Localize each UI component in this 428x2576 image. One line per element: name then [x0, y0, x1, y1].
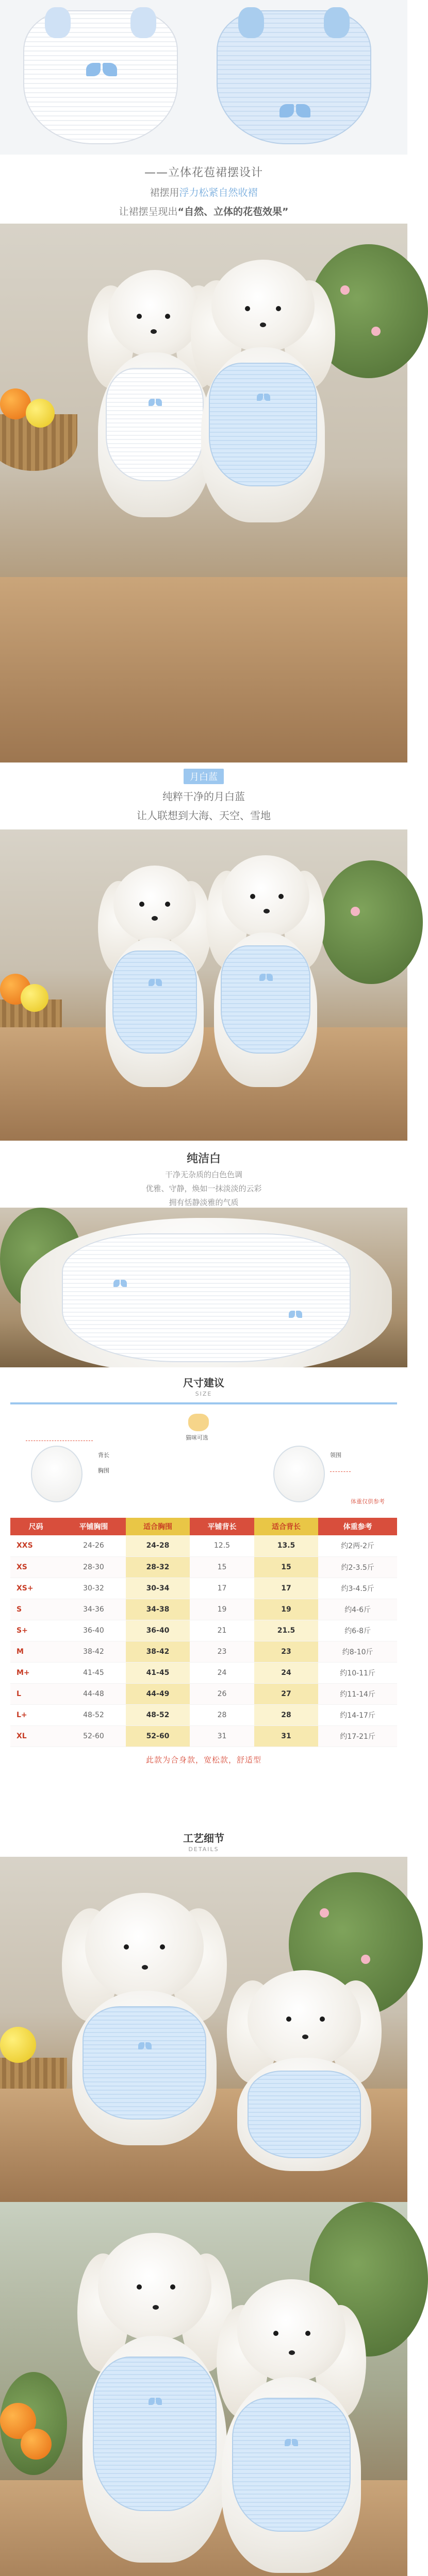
- blue-color-description: [0, 762, 407, 829]
- strap: [324, 7, 350, 38]
- measure-line: [26, 1440, 93, 1441]
- size-row: [10, 1683, 397, 1704]
- bow-icon: [257, 394, 270, 401]
- dog-blue-outfit: [77, 2223, 232, 2576]
- cell-weight: 约8-10斤: [318, 1641, 397, 1662]
- size-chart-subtitle: SIZE: [195, 1391, 212, 1397]
- desc-line: 让人联想到大海、天空、雪地: [137, 809, 271, 822]
- bow-icon: [149, 2398, 162, 2405]
- desc-line: 干净无杂质的白色色调: [164, 1170, 242, 1179]
- cell-size: L: [10, 1683, 61, 1704]
- model-photo-4: [0, 1857, 407, 2202]
- size-note: 此款为合身款，宽松款，舒适型: [145, 1755, 261, 1765]
- bow-icon: [86, 63, 117, 76]
- cell-fit-back: 17: [254, 1578, 319, 1599]
- cell-weight: 约14-17斤: [318, 1704, 397, 1725]
- bow-icon: [279, 104, 310, 117]
- size-row: [10, 1662, 397, 1683]
- size-row: [10, 1641, 397, 1662]
- design-heading: ——立体花苞裙摆设计: [144, 166, 263, 179]
- cell-flat-chest: 41-45: [61, 1662, 126, 1683]
- size-table-header: [10, 1518, 397, 1535]
- cell-size: XXS: [10, 1535, 61, 1556]
- size-row: [10, 1535, 397, 1556]
- design-description: [0, 155, 407, 224]
- dog-blue-outfit: [62, 1888, 227, 2156]
- bow-icon: [138, 2042, 152, 2049]
- cell-flat-back: 15: [190, 1556, 254, 1578]
- cell-fit-back: 19: [254, 1599, 319, 1620]
- dog-white-outfit-closeup: [21, 1218, 392, 1372]
- bow-icon: [259, 974, 273, 981]
- cell-fit-chest: 24-28: [126, 1535, 190, 1556]
- size-row: [10, 1725, 397, 1747]
- header-size: 尺码: [10, 1518, 61, 1535]
- cell-flat-back: 26: [190, 1683, 254, 1704]
- header-fit-back: 适合背长: [254, 1518, 319, 1535]
- cell-fit-chest: 48-52: [126, 1704, 190, 1725]
- cell-fit-back: 28: [254, 1704, 319, 1725]
- bow-icon: [149, 399, 162, 406]
- hero-product-photo: [0, 0, 407, 155]
- color-title: 纯洁白: [186, 1153, 221, 1165]
- strap: [130, 7, 156, 38]
- measure-label-chest: 胸围: [98, 1467, 109, 1474]
- cell-fit-chest: 30-34: [126, 1578, 190, 1599]
- cell-size: M+: [10, 1662, 61, 1683]
- bow-icon: [289, 1311, 302, 1318]
- design-line-2: 让裙摆呈现出“自然、立体的花苞效果”: [119, 206, 289, 217]
- bow-icon: [149, 979, 162, 986]
- size-row: [10, 1578, 397, 1599]
- blue-garment-photo: [217, 10, 371, 144]
- cell-flat-back: 28: [190, 1704, 254, 1725]
- cell-size: S: [10, 1599, 61, 1620]
- cell-fit-back: 21.5: [254, 1620, 319, 1641]
- measurement-diagram: [10, 1410, 397, 1518]
- cell-flat-chest: 48-52: [61, 1704, 126, 1725]
- size-chart-title: 尺寸建议: [183, 1377, 224, 1389]
- cell-fit-chest: 44-49: [126, 1683, 190, 1704]
- divider: [10, 1402, 397, 1404]
- measure-label-body: 背长: [98, 1452, 109, 1459]
- weight-note: 体重仅供参考: [351, 1498, 385, 1505]
- size-table: [10, 1518, 397, 1747]
- design-line-1: 裙摆用浮力松紧自然收褶: [150, 187, 258, 198]
- strap: [238, 7, 264, 38]
- size-row: [10, 1620, 397, 1641]
- size-chart: [0, 1367, 407, 1821]
- cell-fit-chest: 28-32: [126, 1556, 190, 1578]
- white-garment-photo: [23, 10, 178, 144]
- cell-weight: 约6-8斤: [318, 1620, 397, 1641]
- desc-line: 拥有恬静淡雅的气质: [169, 1198, 239, 1207]
- dog-blue-outfit: [227, 1970, 382, 2176]
- cell-flat-chest: 44-48: [61, 1683, 126, 1704]
- cell-flat-back: 24: [190, 1662, 254, 1683]
- cell-flat-back: 23: [190, 1641, 254, 1662]
- craft-details-header: [0, 1821, 407, 1857]
- header-flat-back: 平铺背长: [190, 1518, 254, 1535]
- size-row: [10, 1556, 397, 1578]
- desc-line: 纯粹干净的月白蓝: [162, 790, 245, 803]
- cell-flat-chest: 30-32: [61, 1578, 126, 1599]
- dog-blue-outfit: [191, 255, 335, 543]
- cell-size: XS+: [10, 1578, 61, 1599]
- cell-fit-chest: 34-38: [126, 1599, 190, 1620]
- dog-blue-outfit: [206, 850, 325, 1097]
- cell-weight: 约2-3.5斤: [318, 1556, 397, 1578]
- cell-flat-chest: 24-26: [61, 1535, 126, 1556]
- size-row: [10, 1704, 397, 1725]
- cell-flat-chest: 38-42: [61, 1641, 126, 1662]
- cell-fit-back: 31: [254, 1725, 319, 1747]
- craft-subtitle: DETAILS: [188, 1846, 219, 1853]
- cell-fit-back: 13.5: [254, 1535, 319, 1556]
- cell-size: XS: [10, 1556, 61, 1578]
- cell-fit-chest: 52-60: [126, 1725, 190, 1747]
- header-fit-chest: 适合胸围: [126, 1518, 190, 1535]
- bow-icon: [285, 2439, 298, 2446]
- model-photo-5: [0, 2202, 407, 2576]
- cell-fit-chest: 41-45: [126, 1662, 190, 1683]
- model-photo-1: [0, 224, 407, 762]
- cell-flat-back: 21: [190, 1620, 254, 1641]
- cell-flat-back: 19: [190, 1599, 254, 1620]
- model-photo-3: [0, 1208, 407, 1367]
- cell-fit-chest: 36-40: [126, 1620, 190, 1641]
- bow-icon: [113, 1280, 127, 1287]
- measure-label-neck: 领围: [330, 1452, 341, 1459]
- cell-weight: 约3-4.5斤: [318, 1578, 397, 1599]
- cell-flat-chest: 34-36: [61, 1599, 126, 1620]
- desc-line: 优雅、守静，焕如一抹淡淡的云彩: [145, 1184, 262, 1193]
- measure-line: [330, 1471, 351, 1472]
- cell-weight: 约11-14斤: [318, 1683, 397, 1704]
- cell-fit-back: 24: [254, 1662, 319, 1683]
- cell-size: XL: [10, 1725, 61, 1747]
- cell-flat-back: 17: [190, 1578, 254, 1599]
- color-badge: 月白蓝: [184, 769, 224, 784]
- cell-flat-chest: 28-30: [61, 1556, 126, 1578]
- cat-icon-label: 猫咪可选: [186, 1434, 208, 1441]
- cell-fit-chest: 38-42: [126, 1641, 190, 1662]
- header-flat-chest: 平铺胸围: [61, 1518, 126, 1535]
- cat-icon: [188, 1414, 209, 1431]
- cell-weight: 约2两-2斤: [318, 1535, 397, 1556]
- cell-flat-back: 31: [190, 1725, 254, 1747]
- dog-side-view: [31, 1446, 83, 1502]
- cell-fit-back: 15: [254, 1556, 319, 1578]
- dog-blue-outfit: [217, 2274, 366, 2576]
- cell-size: M: [10, 1641, 61, 1662]
- cell-flat-chest: 36-40: [61, 1620, 126, 1641]
- cell-weight: 约10-11斤: [318, 1662, 397, 1683]
- cell-weight: 约4-6斤: [318, 1599, 397, 1620]
- cell-fit-back: 27: [254, 1683, 319, 1704]
- strap: [45, 7, 71, 38]
- white-color-description: [0, 1141, 407, 1208]
- cell-fit-back: 23: [254, 1641, 319, 1662]
- cell-size: S+: [10, 1620, 61, 1641]
- cell-size: L+: [10, 1704, 61, 1725]
- dog-front-view: [273, 1446, 325, 1502]
- header-weight: 体重参考: [318, 1518, 397, 1535]
- craft-title: 工艺细节: [183, 1832, 224, 1844]
- model-photo-2: [0, 829, 407, 1141]
- size-row: [10, 1599, 397, 1620]
- cell-weight: 约17-21斤: [318, 1725, 397, 1747]
- dog-blue-outfit: [98, 860, 211, 1097]
- cell-flat-back: 12.5: [190, 1535, 254, 1556]
- cell-flat-chest: 52-60: [61, 1725, 126, 1747]
